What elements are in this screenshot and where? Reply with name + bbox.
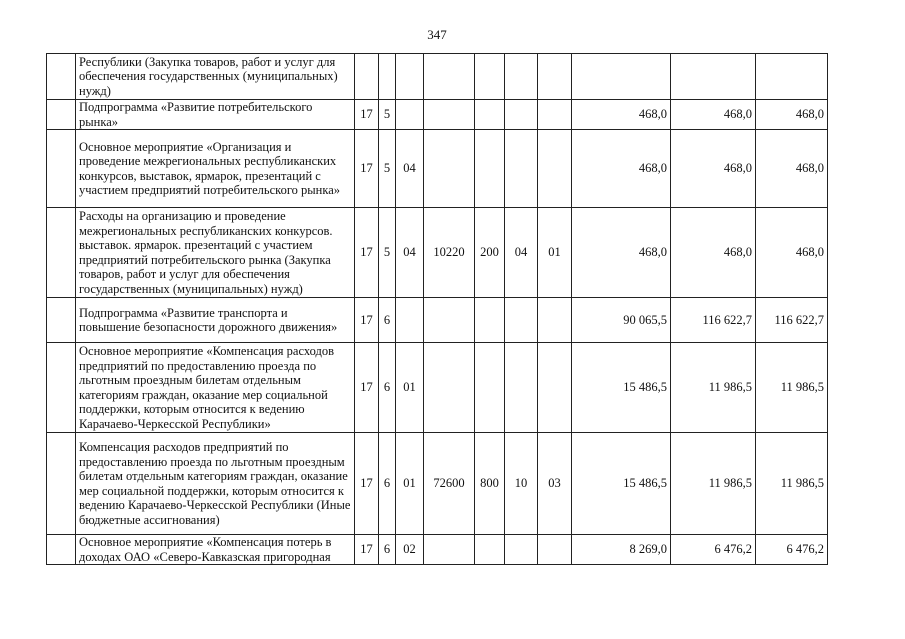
code-cell-c3: 01	[396, 433, 424, 535]
row-number-cell	[47, 343, 76, 433]
row-number-cell	[47, 130, 76, 208]
code-cell-c7	[538, 130, 572, 208]
code-cell-c3: 04	[396, 130, 424, 208]
code-cell-c3: 01	[396, 343, 424, 433]
amount-cell-v1: 15 486,5	[572, 433, 671, 535]
code-cell-c6	[505, 343, 538, 433]
code-cell-c1	[355, 54, 379, 100]
code-cell-c1: 17	[355, 130, 379, 208]
amount-cell-v1: 468,0	[572, 130, 671, 208]
code-cell-c5	[475, 298, 505, 343]
code-cell-c5	[475, 54, 505, 100]
code-cell-c4	[424, 535, 475, 565]
row-number-cell	[47, 100, 76, 130]
amount-cell-v3: 11 986,5	[756, 433, 828, 535]
code-cell-c6: 10	[505, 433, 538, 535]
amount-cell-v2: 468,0	[671, 100, 756, 130]
code-cell-c2: 6	[379, 433, 396, 535]
code-cell-c7	[538, 298, 572, 343]
row-name-cell: Основное мероприятие «Организация и проведение межрегиональных республиканских конкурсов, выставок, ярмарок, презентаций с участием предприятий потребительского рынка»	[76, 130, 355, 208]
code-cell-c1: 17	[355, 343, 379, 433]
code-cell-c3	[396, 54, 424, 100]
amount-cell-v3: 468,0	[756, 100, 828, 130]
code-cell-c3	[396, 100, 424, 130]
amount-cell-v1	[572, 54, 671, 100]
table-row	[47, 535, 828, 565]
code-cell-c4: 72600	[424, 433, 475, 535]
code-cell-c1: 17	[355, 100, 379, 130]
code-cell-c6	[505, 535, 538, 565]
amount-cell-v1: 8 269,0	[572, 535, 671, 565]
code-cell-c2: 6	[379, 343, 396, 433]
table-row	[47, 298, 828, 343]
amount-cell-v2: 468,0	[671, 130, 756, 208]
table-row	[47, 343, 828, 433]
amount-cell-v2: 11 986,5	[671, 433, 756, 535]
amount-cell-v1: 90 065,5	[572, 298, 671, 343]
row-number-cell	[47, 433, 76, 535]
code-cell-c7	[538, 343, 572, 433]
code-cell-c6	[505, 100, 538, 130]
code-cell-c2	[379, 54, 396, 100]
row-name-cell: Подпрограмма «Развитие потребительского рынка»	[76, 100, 355, 130]
amount-cell-v2	[671, 54, 756, 100]
amount-cell-v3: 116 622,7	[756, 298, 828, 343]
code-cell-c7: 01	[538, 208, 572, 298]
code-cell-c5: 800	[475, 433, 505, 535]
code-cell-c7	[538, 100, 572, 130]
code-cell-c3	[396, 298, 424, 343]
code-cell-c2: 5	[379, 208, 396, 298]
code-cell-c4	[424, 54, 475, 100]
code-cell-c6	[505, 130, 538, 208]
code-cell-c1: 17	[355, 433, 379, 535]
code-cell-c4	[424, 298, 475, 343]
row-name-cell: Основное мероприятие «Компенсация расходов предприятий по предоставлению проезда по льготным проездным билетам отдельным категориям граждан, оказание мер социальной поддержки, которым относится к ведению Карачаево-Черкесской Республики»	[76, 343, 355, 433]
row-number-cell	[47, 535, 76, 565]
page-number: 347	[427, 27, 447, 42]
table-row	[47, 433, 828, 535]
code-cell-c1: 17	[355, 208, 379, 298]
row-number-cell	[47, 208, 76, 298]
amount-cell-v3: 6 476,2	[756, 535, 828, 565]
code-cell-c6: 04	[505, 208, 538, 298]
row-name-cell: Компенсация расходов предприятий по предоставлению проезда по льготным проездным билетам отдельным категориям граждан, оказание мер социальной поддержки, которым относится к ведению Карачаево-Черкесской Республики (Иные бюджетные ассигнования)	[76, 433, 355, 535]
code-cell-c3: 02	[396, 535, 424, 565]
amount-cell-v1: 468,0	[572, 208, 671, 298]
row-name-cell: Основное мероприятие «Компенсация потерь в доходах ОАО «Северо-Кавказская пригородная	[76, 535, 355, 565]
code-cell-c7	[538, 535, 572, 565]
code-cell-c2: 6	[379, 535, 396, 565]
row-number-cell	[47, 298, 76, 343]
code-cell-c5	[475, 343, 505, 433]
code-cell-c1: 17	[355, 535, 379, 565]
amount-cell-v3: 11 986,5	[756, 343, 828, 433]
code-cell-c7	[538, 54, 572, 100]
amount-cell-v3: 468,0	[756, 208, 828, 298]
amount-cell-v2: 6 476,2	[671, 535, 756, 565]
row-name-cell: Подпрограмма «Развитие транспорта и повышение безопасности дорожного движения»	[76, 298, 355, 343]
amount-cell-v1: 468,0	[572, 100, 671, 130]
code-cell-c1: 17	[355, 298, 379, 343]
amount-cell-v1: 15 486,5	[572, 343, 671, 433]
code-cell-c6	[505, 298, 538, 343]
row-number-cell	[47, 54, 76, 100]
code-cell-c4: 10220	[424, 208, 475, 298]
code-cell-c5	[475, 100, 505, 130]
code-cell-c5: 200	[475, 208, 505, 298]
code-cell-c5	[475, 130, 505, 208]
amount-cell-v3: 468,0	[756, 130, 828, 208]
code-cell-c4	[424, 100, 475, 130]
budget-table	[46, 53, 828, 565]
code-cell-c5	[475, 535, 505, 565]
table-row	[47, 54, 828, 100]
table-row	[47, 208, 828, 298]
code-cell-c2: 5	[379, 130, 396, 208]
amount-cell-v2: 468,0	[671, 208, 756, 298]
code-cell-c3: 04	[396, 208, 424, 298]
row-name-cell: Расходы на организацию и проведение межрегиональных республиканских конкурсов. выставок. ярмарок. презентаций с участием предприятий потребительского рынка (Закупка товаров, работ и услуг для обеспечения государственных (муниципальных) нужд)	[76, 208, 355, 298]
code-cell-c2: 5	[379, 100, 396, 130]
amount-cell-v2: 116 622,7	[671, 298, 756, 343]
table-row	[47, 100, 828, 130]
amount-cell-v3	[756, 54, 828, 100]
code-cell-c2: 6	[379, 298, 396, 343]
code-cell-c4	[424, 130, 475, 208]
code-cell-c6	[505, 54, 538, 100]
code-cell-c7: 03	[538, 433, 572, 535]
table-row	[47, 130, 828, 208]
amount-cell-v2: 11 986,5	[671, 343, 756, 433]
row-name-cell: Республики (Закупка товаров, работ и услуг для обеспечения государственных (муниципальных) нужд)	[76, 54, 355, 100]
code-cell-c4	[424, 343, 475, 433]
